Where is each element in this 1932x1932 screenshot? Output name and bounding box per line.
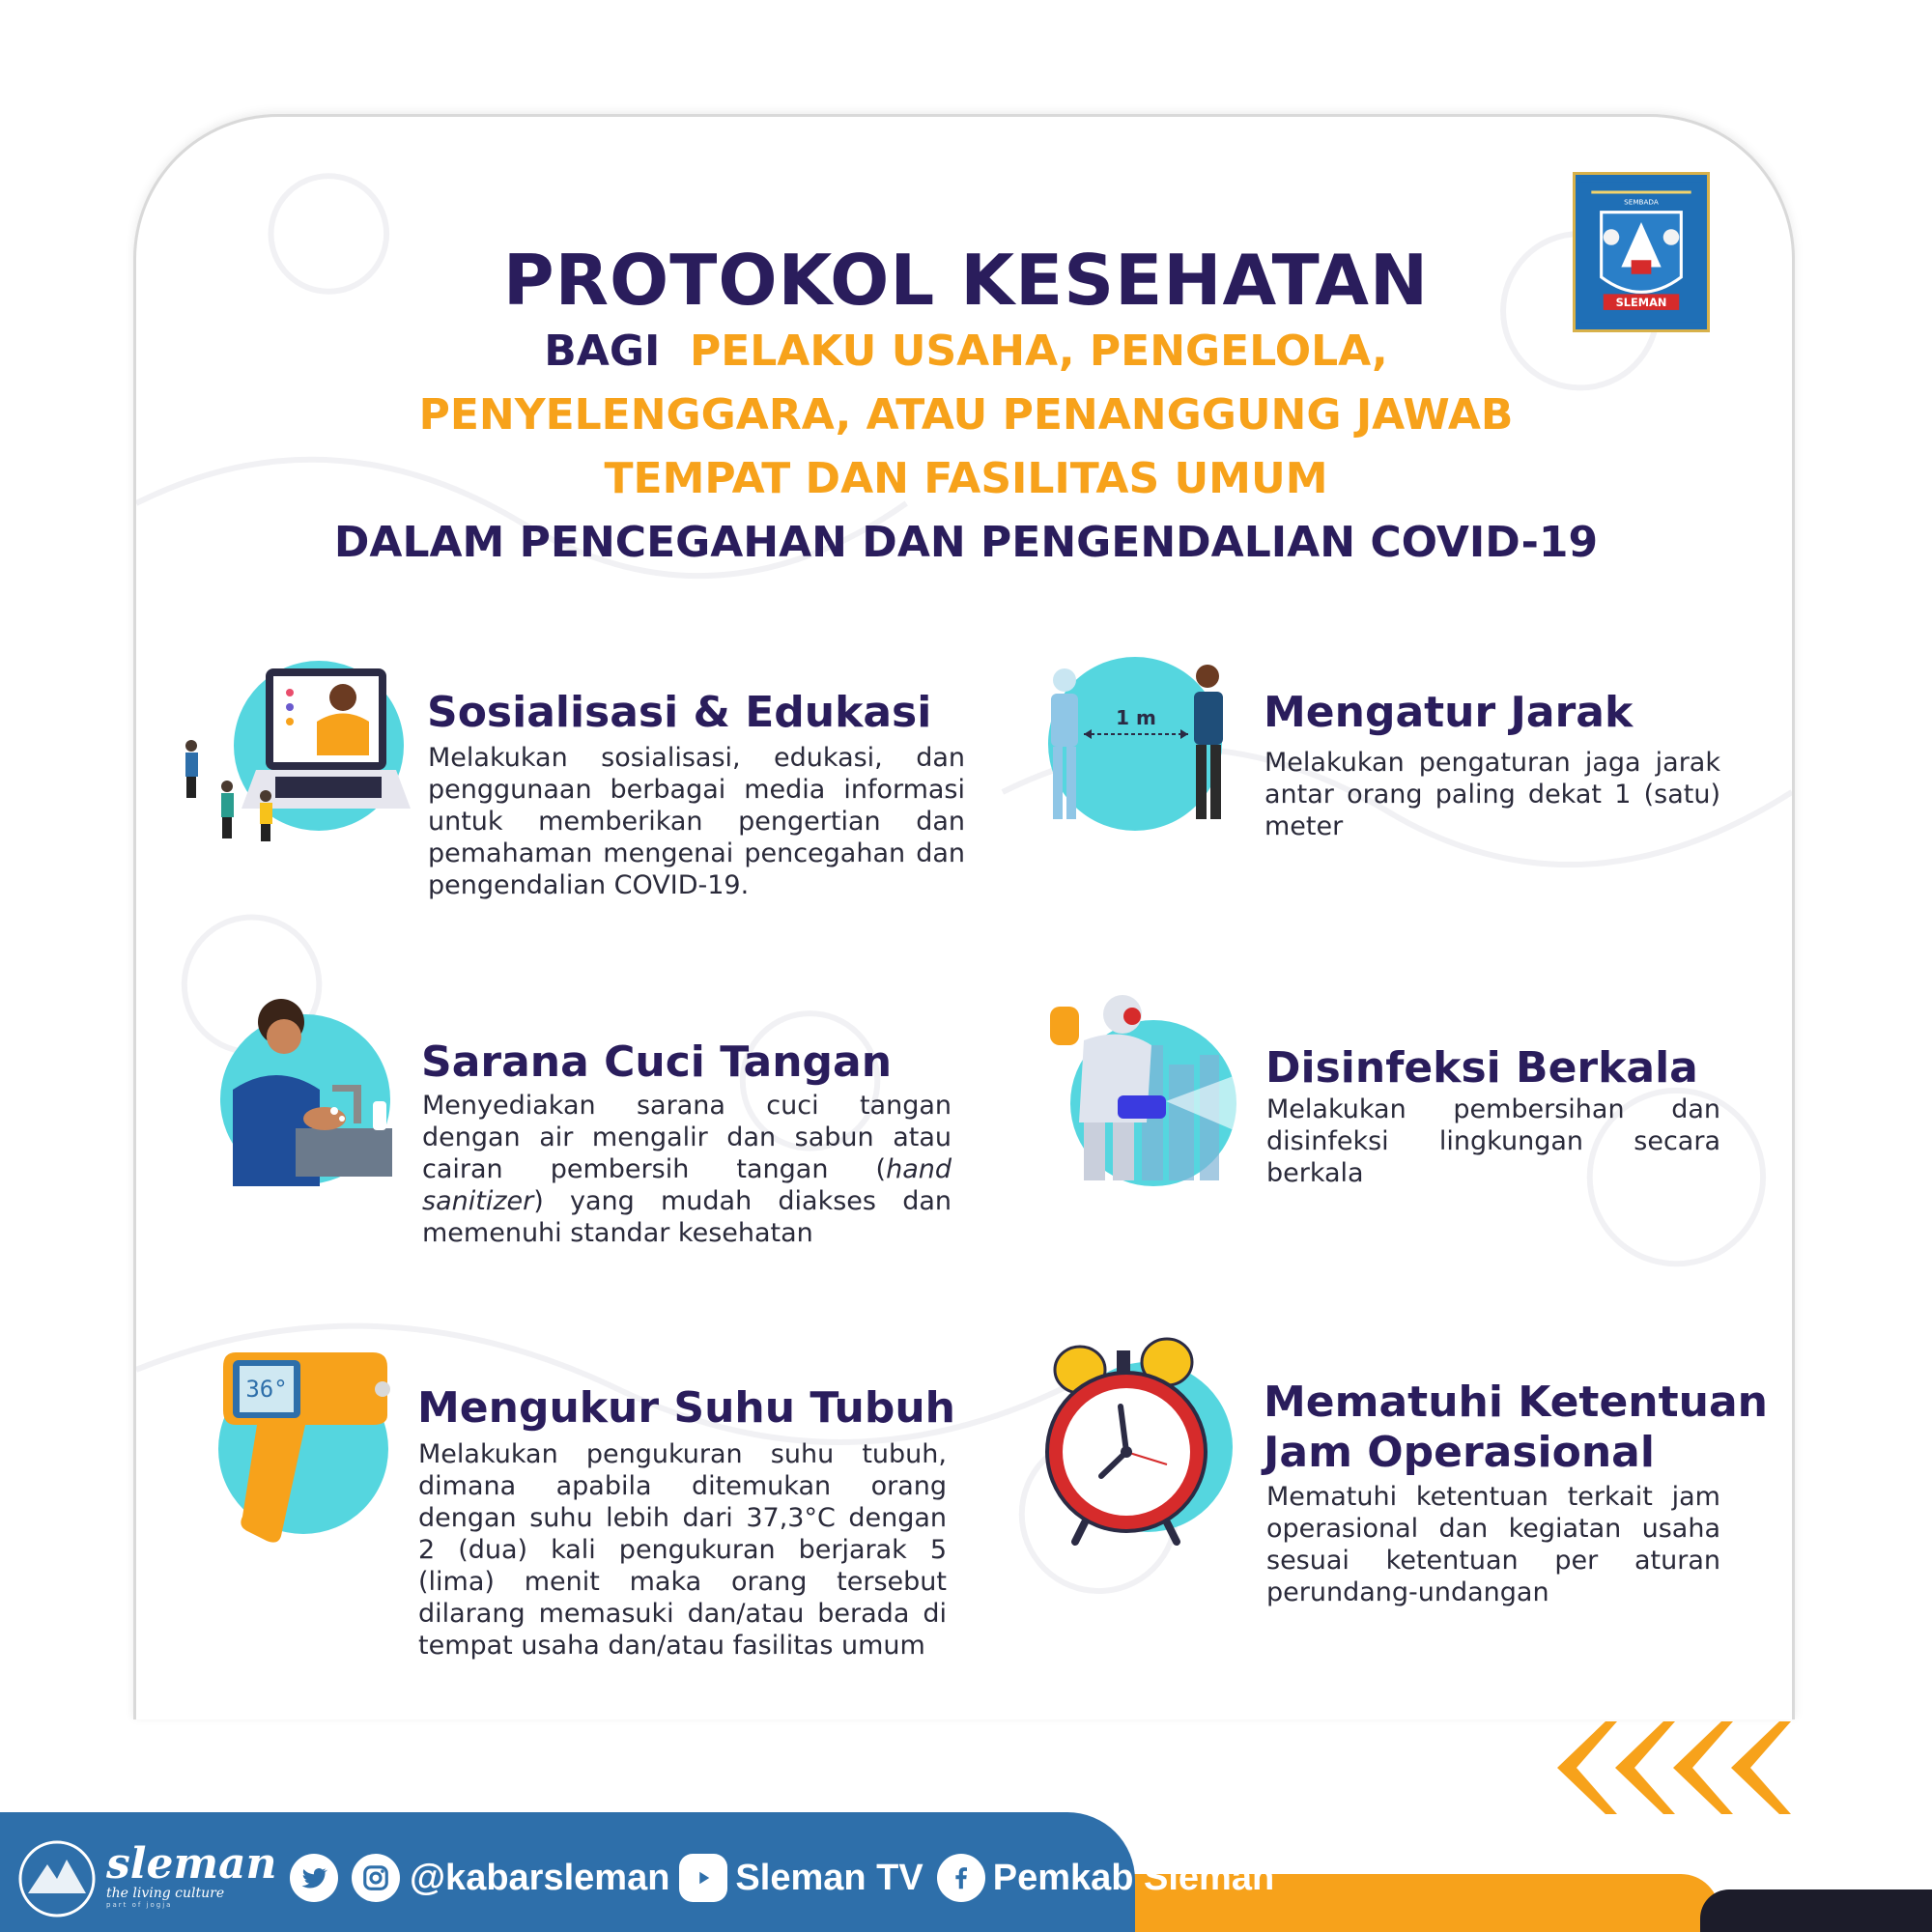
desc-part-before: Menyediakan sarana cuci tangan dengan air mengalir dan sabun atau cairan pembersih tangan ( xyxy=(422,1091,952,1184)
item-desc-jarak: Melakukan pengaturan jaga jarak antar orang paling dekat 1 (satu) meter xyxy=(1264,748,1720,841)
item-desc-cuci-tangan xyxy=(422,1090,952,1249)
thermo-reading: 36° xyxy=(245,1376,288,1403)
facebook-page[interactable]: Pemkab Sleman xyxy=(992,1857,1275,1898)
footer-dark-stripe xyxy=(1700,1889,1932,1932)
distance-people-icon xyxy=(1034,657,1236,831)
item-desc-disinfeksi: Melakukan pembersihan dan disinfeksi lingkungan secara berkala xyxy=(1266,1094,1720,1188)
title-line-2: Jam Operasional xyxy=(1264,1428,1655,1477)
item-title-cuci-tangan: Sarana Cuci Tangan xyxy=(421,1037,893,1087)
subtitle-line-3: PENYELENGGARA, ATAU PENANGGUNG JAWAB xyxy=(418,390,1514,440)
brand-tagline: the living culture xyxy=(106,1886,225,1901)
twitter-icon[interactable] xyxy=(290,1854,338,1902)
social-links xyxy=(290,1851,1274,1905)
item-title-jam-operasional xyxy=(1264,1378,1768,1478)
laptop-presentation-icon xyxy=(184,649,415,852)
item-title-suhu: Mengukur Suhu Tubuh xyxy=(417,1383,956,1433)
sleman-brand-logo xyxy=(14,1835,100,1918)
subtitle-highlight: PELAKU USAHA, PENGELOLA, xyxy=(689,327,1388,376)
footer-brand xyxy=(106,1839,277,1909)
brand-name: sleman xyxy=(106,1839,277,1889)
chevron-arrows-icon xyxy=(1557,1721,1799,1814)
item-desc-suhu: Melakukan pengukuran suhu tubuh, dimana apabila ditemukan orang dengan suhu lebih dari 37,3°C dengan 2 (dua) kali pengukuran berjarak 5 (lima) menit maka orang tersebut dilarang memasuki dan/atau berada di tempat usaha dan/atau fasilitas umum xyxy=(418,1439,947,1661)
subtitle-line-4: TEMPAT DAN FASILITAS UMUM xyxy=(604,454,1328,503)
item-title-sosialisasi: Sosialisasi & Edukasi xyxy=(427,688,932,737)
subtitle-line-5: DALAM PENCEGAHAN DAN PENGENDALIAN COVID-19 xyxy=(333,518,1599,567)
subtitle-line-2 xyxy=(0,327,1932,376)
disinfection-sprayer-icon xyxy=(1045,987,1238,1188)
thermometer-gun-icon xyxy=(218,1343,402,1546)
instagram-icon[interactable] xyxy=(352,1854,400,1902)
hand-washing-icon xyxy=(218,993,402,1186)
facebook-icon[interactable] xyxy=(937,1854,985,1902)
youtube-channel[interactable]: Sleman TV xyxy=(735,1857,923,1898)
youtube-icon[interactable] xyxy=(679,1854,727,1902)
item-desc-jam-operasional: Mematuhi ketentuan terkait jam operasional dan kegiatan usaha sesuai ketentuan per aturan perundang-undangan xyxy=(1266,1482,1720,1607)
brand-subtag: part of jogja xyxy=(106,1901,173,1909)
item-title-jarak: Mengatur Jarak xyxy=(1264,688,1634,737)
distance-label: 1 m xyxy=(1116,706,1156,729)
logo-motto: SEMBADA xyxy=(1624,197,1659,207)
desc-part-after: ) yang mudah diakses dan memenuhi standar kesehatan xyxy=(422,1186,952,1248)
logo-label: SLEMAN xyxy=(1615,295,1667,309)
page-title: PROTOKOL KESEHATAN xyxy=(502,240,1430,321)
instagram-handle[interactable]: @kabarsleman xyxy=(410,1857,670,1898)
title-line-1: Mematuhi Ketentuan xyxy=(1264,1378,1768,1427)
alarm-clock-icon xyxy=(1041,1331,1235,1546)
item-title-disinfeksi: Disinfeksi Berkala xyxy=(1265,1043,1698,1093)
item-desc-sosialisasi: Melakukan sosialisasi, edukasi, dan penggunaan berbagai media informasi untuk memberikan pengertian dan pemahaman mengenai pencegahan dan pengendalian COVID-19. xyxy=(428,743,965,900)
subtitle-prefix: BAGI xyxy=(544,327,661,376)
desc-part-italic: hand sanitizer xyxy=(422,1154,952,1216)
